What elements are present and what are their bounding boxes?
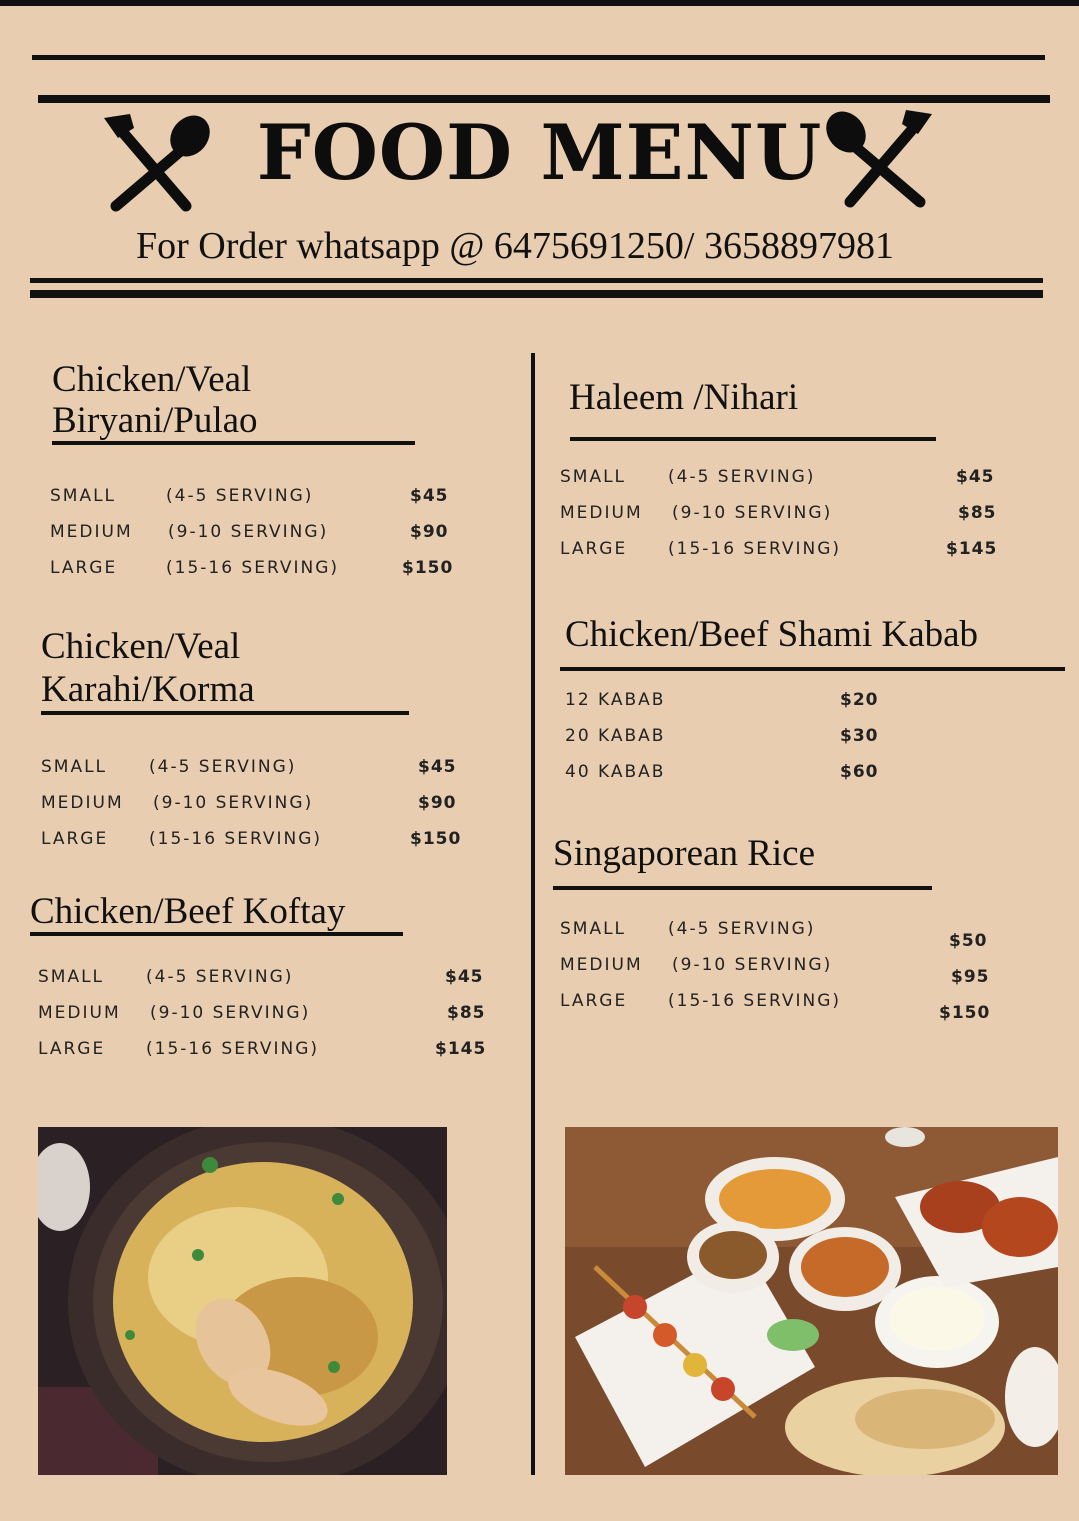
size-label: LARGE bbox=[38, 1039, 106, 1059]
serving-label: (15-16 SERVING) bbox=[146, 1039, 320, 1059]
header-rule-top bbox=[32, 55, 1045, 60]
serving-label: (9-10 SERVING) bbox=[672, 955, 833, 975]
serving-label: (4-5 SERVING) bbox=[149, 757, 297, 777]
size-label: MEDIUM bbox=[50, 522, 133, 542]
serving-label: (9-10 SERVING) bbox=[672, 503, 833, 523]
price-label: $45 bbox=[410, 486, 449, 506]
menu-title: FOOD MENU bbox=[256, 108, 823, 197]
size-label: SMALL bbox=[38, 967, 105, 987]
serving-label: (4-5 SERVING) bbox=[146, 967, 294, 987]
food-spread-illustration bbox=[565, 1127, 1058, 1475]
size-label: SMALL bbox=[560, 919, 627, 939]
size-label: MEDIUM bbox=[38, 1003, 121, 1023]
header-rule-second bbox=[38, 95, 1050, 103]
size-label: LARGE bbox=[560, 539, 628, 559]
rice-underline bbox=[553, 886, 932, 890]
karahi-heading bbox=[41, 626, 255, 710]
serving-label: (9-10 SERVING) bbox=[153, 793, 314, 813]
size-label: MEDIUM bbox=[560, 503, 643, 523]
size-label: SMALL bbox=[41, 757, 108, 777]
size-label: LARGE bbox=[41, 829, 109, 849]
koftay-heading: Chicken/Beef Koftay bbox=[30, 891, 346, 932]
header-rule-bottom-b bbox=[30, 290, 1043, 298]
biryani-heading-line1: Chicken/Veal bbox=[52, 359, 252, 400]
serving-label: (15-16 SERVING) bbox=[668, 991, 842, 1011]
serving-label: (4-5 SERVING) bbox=[668, 919, 816, 939]
price-label: $90 bbox=[418, 793, 457, 813]
price-label: $150 bbox=[939, 1003, 991, 1023]
top-border bbox=[0, 0, 1079, 6]
serving-label: (9-10 SERVING) bbox=[150, 1003, 311, 1023]
size-label: 12 KABAB bbox=[565, 690, 666, 710]
size-label: SMALL bbox=[50, 486, 117, 506]
haleem-heading: Haleem /Nihari bbox=[569, 377, 799, 418]
karahi-heading-line1: Chicken/Veal bbox=[41, 626, 241, 667]
size-label: 20 KABAB bbox=[565, 726, 666, 746]
rice-heading: Singaporean Rice bbox=[553, 833, 815, 874]
size-label: MEDIUM bbox=[41, 793, 124, 813]
biryani-photo bbox=[38, 1127, 447, 1475]
price-label: $145 bbox=[435, 1039, 487, 1059]
price-label: $45 bbox=[445, 967, 484, 987]
price-label: $85 bbox=[958, 503, 997, 523]
karahi-underline bbox=[41, 711, 409, 715]
price-label: $50 bbox=[949, 931, 988, 951]
serving-label: (15-16 SERVING) bbox=[166, 558, 340, 578]
serving-label: (15-16 SERVING) bbox=[668, 539, 842, 559]
column-divider bbox=[531, 353, 535, 1475]
serving-label: (9-10 SERVING) bbox=[168, 522, 329, 542]
serving-label: (15-16 SERVING) bbox=[149, 829, 323, 849]
price-label: $150 bbox=[410, 829, 462, 849]
haleem-underline bbox=[570, 437, 936, 441]
order-contact-line: For Order whatsapp @ 6475691250/ 3658897981 bbox=[136, 225, 894, 267]
size-label: 40 KABAB bbox=[565, 762, 666, 782]
size-label: LARGE bbox=[560, 991, 628, 1011]
price-label: $85 bbox=[447, 1003, 486, 1023]
price-label: $45 bbox=[956, 467, 995, 487]
karahi-heading-line2: Karahi/Korma bbox=[41, 669, 255, 710]
header-rule-bottom-a bbox=[30, 278, 1043, 283]
price-label: $145 bbox=[946, 539, 998, 559]
kabab-heading: Chicken/Beef Shami Kabab bbox=[565, 614, 979, 655]
price-label: $45 bbox=[418, 757, 457, 777]
price-label: $60 bbox=[840, 762, 879, 782]
biryani-underline bbox=[52, 441, 415, 445]
price-label: $95 bbox=[951, 967, 990, 987]
biryani-heading-line2: Biryani/Pulao bbox=[52, 400, 258, 441]
price-label: $30 bbox=[840, 726, 879, 746]
size-label: LARGE bbox=[50, 558, 118, 578]
price-label: $20 bbox=[840, 690, 879, 710]
biryani-plate-illustration bbox=[38, 1127, 447, 1475]
size-label: MEDIUM bbox=[560, 955, 643, 975]
price-label: $150 bbox=[402, 558, 454, 578]
size-label: SMALL bbox=[560, 467, 627, 487]
biryani-heading bbox=[52, 359, 258, 441]
food-spread-photo bbox=[565, 1127, 1058, 1475]
price-label: $90 bbox=[410, 522, 449, 542]
koftay-underline bbox=[30, 932, 403, 936]
serving-label: (4-5 SERVING) bbox=[166, 486, 314, 506]
serving-label: (4-5 SERVING) bbox=[668, 467, 816, 487]
kabab-underline bbox=[560, 667, 1065, 671]
